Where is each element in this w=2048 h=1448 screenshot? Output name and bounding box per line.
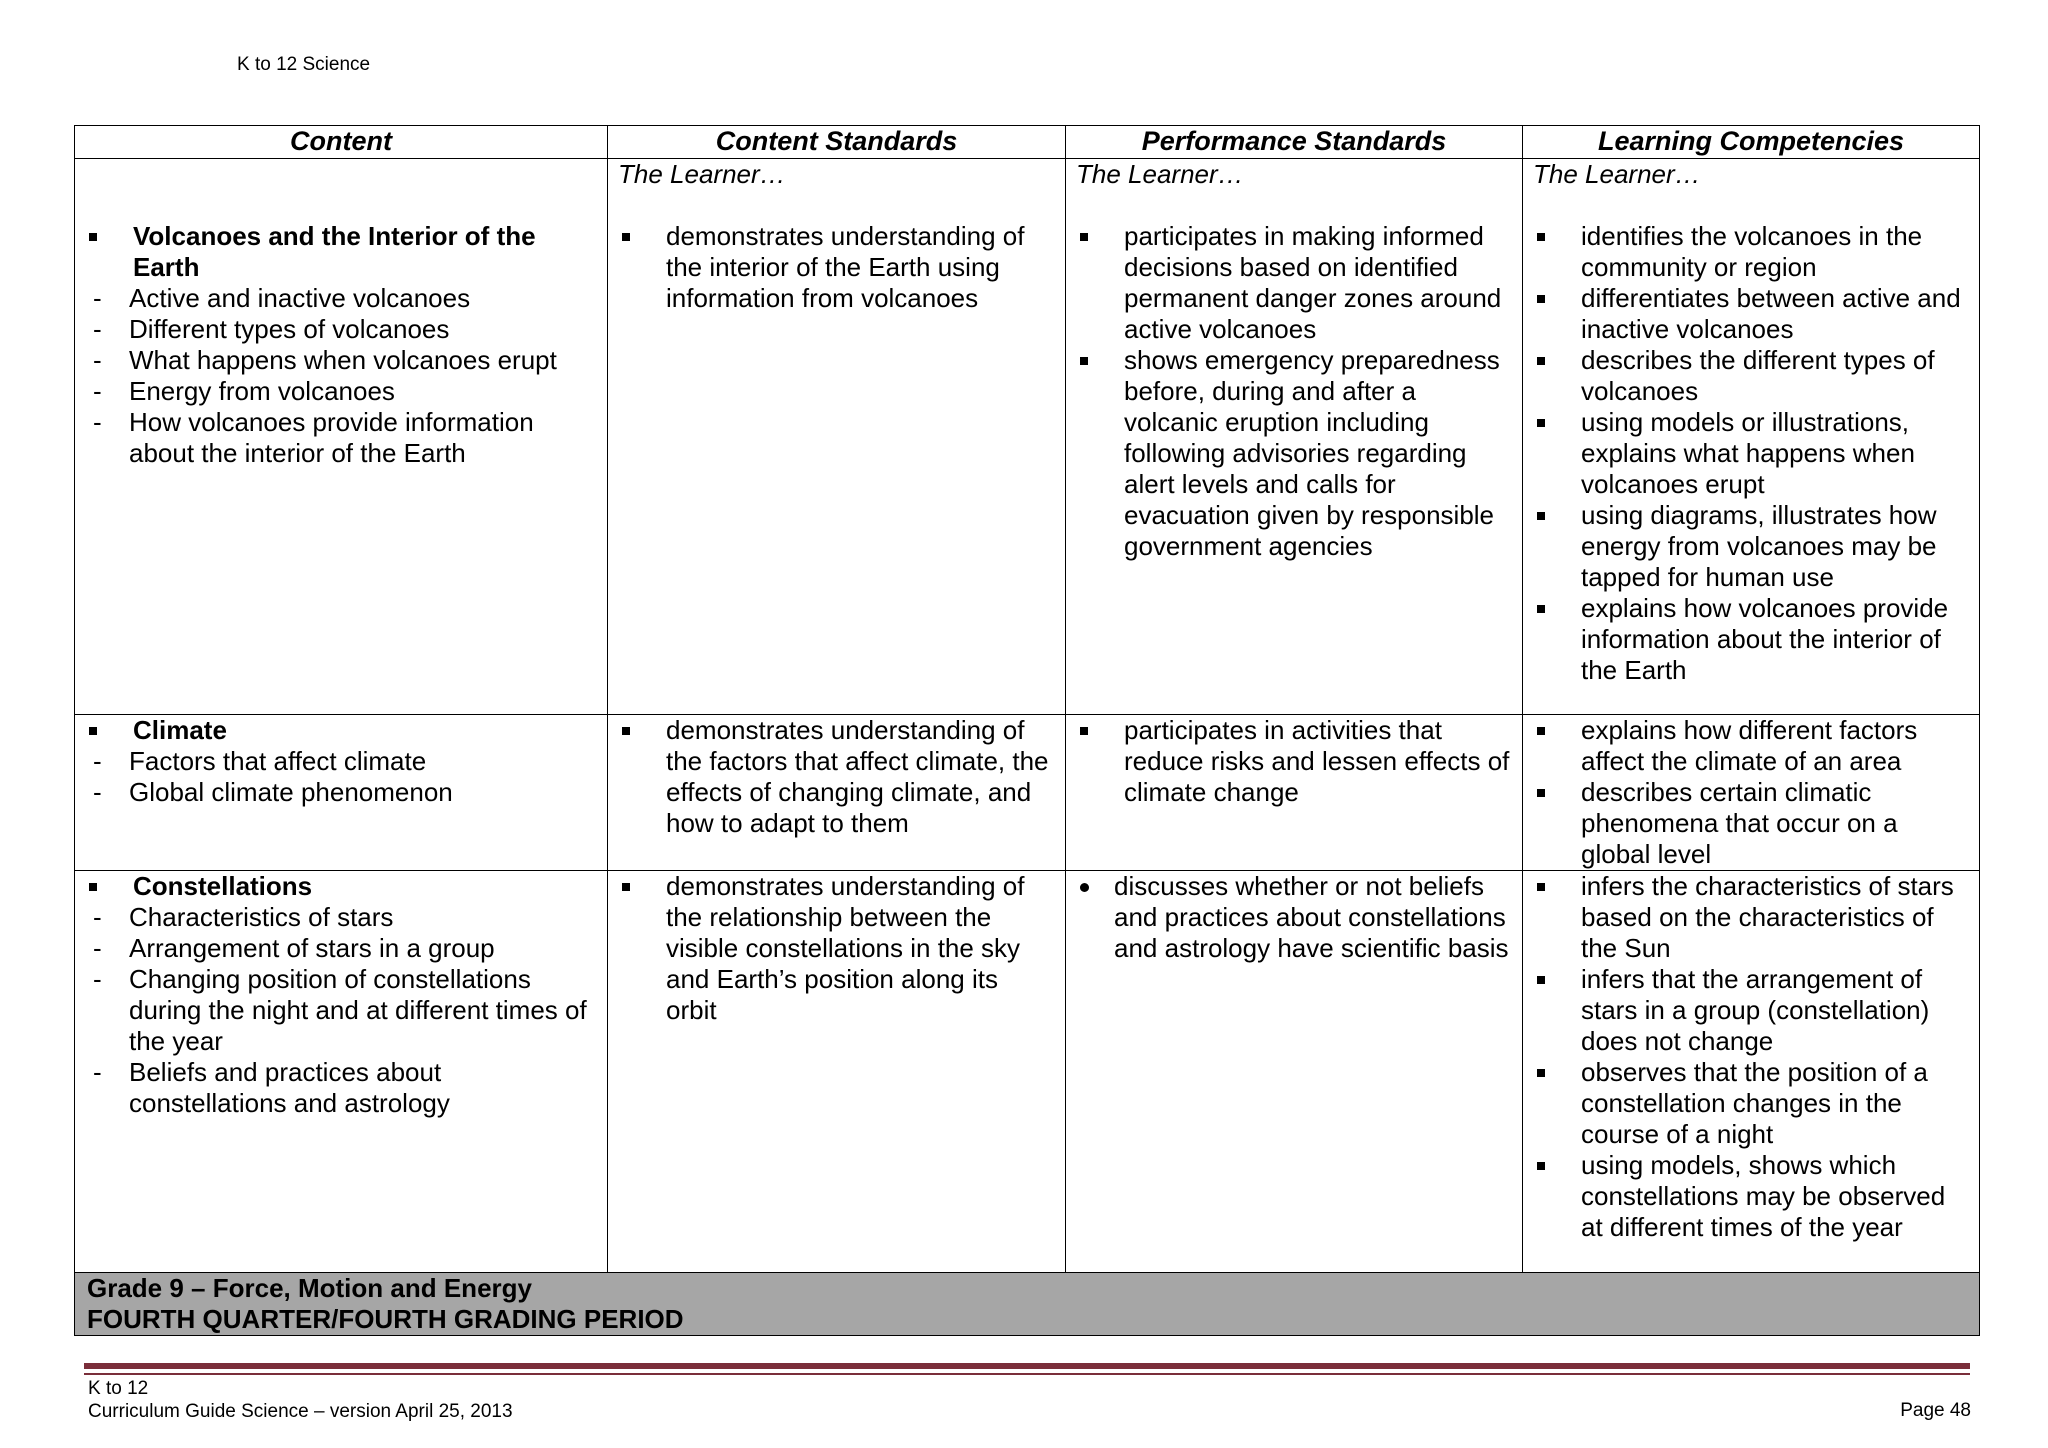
bullet-list: [618, 871, 1055, 1026]
subtopic-item: - Global climate phenomenon: [85, 777, 597, 808]
learner-label: The Learner…: [1533, 159, 1701, 189]
bullet-item: using models, shows which constellations may be observed at different times of the year: [1533, 1150, 1969, 1243]
bullet-item: using models or illustrations, explains what happens when volcanoes erupt: [1533, 407, 1969, 500]
column-header-content: Content: [75, 126, 608, 159]
learner-label: The Learner…: [618, 159, 786, 189]
bullet-list: [1533, 715, 1969, 870]
bullet-item: describes the different types of volcanoes: [1533, 345, 1969, 407]
bullet-item: infers that the arrangement of stars in a group (constellation) does not change: [1533, 964, 1969, 1057]
bullet-item: demonstrates understanding of the relationship between the visible constellations in the sky and Earth’s position along its orbit: [618, 871, 1055, 1026]
subtopic-item: - What happens when volcanoes erupt: [85, 345, 597, 376]
subtopic-item: - Arrangement of stars in a group: [85, 933, 597, 964]
topic-item: [85, 871, 597, 902]
curriculum-table: [74, 125, 1980, 1336]
bullet-item: identifies the volcanoes in the community or region: [1533, 221, 1969, 283]
bullet-list: [1533, 221, 1969, 686]
footer-rule-thin: [84, 1373, 1970, 1375]
bullet-list: [1076, 871, 1512, 964]
content-standards-cell: [608, 159, 1066, 715]
column-header-learning-competencies: Learning Competencies: [1523, 126, 1980, 159]
topic-title: Climate: [133, 715, 227, 745]
performance-standards-cell: [1066, 871, 1523, 1273]
bullet-item: explains how volcanoes provide information about the interior of the Earth: [1533, 593, 1969, 686]
grade-banner-title: Grade 9 – Force, Motion and Energy: [87, 1273, 532, 1303]
topic-item: [85, 715, 597, 746]
subtopic-list: [85, 283, 597, 469]
bullet-item: participates in activities that reduce risks and lessen effects of climate change: [1076, 715, 1512, 808]
topic-list: [85, 715, 597, 746]
page-header: K to 12 Science: [237, 54, 371, 75]
learner-spacer: [85, 159, 597, 221]
topic-title: Constellations: [133, 871, 313, 901]
learner-label: The Learner…: [1076, 159, 1244, 189]
subtopic-item: - Active and inactive volcanoes: [85, 283, 597, 314]
learning-competencies-cell: [1523, 159, 1980, 715]
subtopic-item: - Characteristics of stars: [85, 902, 597, 933]
content-standards-cell: [608, 871, 1066, 1273]
bullet-list: [1533, 871, 1969, 1243]
subtopic-item: - Factors that affect climate: [85, 746, 597, 777]
page-number: Page 48: [1900, 1400, 1971, 1421]
grade-banner-period: FOURTH QUARTER/FOURTH GRADING PERIOD: [87, 1304, 684, 1334]
column-header-performance-standards: Performance Standards: [1066, 126, 1523, 159]
subtopic-item: - Beliefs and practices about constellations and astrology: [85, 1057, 597, 1119]
topic-list: [85, 221, 597, 283]
bullet-item: discusses whether or not beliefs and practices about constellations and astrology have scientific basis: [1076, 871, 1512, 964]
performance-standards-cell: [1066, 159, 1523, 715]
bullet-item: explains how different factors affect the climate of an area: [1533, 715, 1969, 777]
subtopic-item: - How volcanoes provide information about the interior of the Earth: [85, 407, 597, 469]
grade-banner-row: [75, 1273, 1980, 1336]
bullet-item: describes certain climatic phenomena that occur on a global level: [1533, 777, 1969, 870]
bullet-list: [618, 715, 1055, 839]
subtopic-list: [85, 746, 597, 808]
subtopic-item: - Different types of volcanoes: [85, 314, 597, 345]
content-cell: [75, 159, 608, 715]
bullet-item: demonstrates understanding of the interior of the Earth using information from volcanoes: [618, 221, 1055, 314]
footer-info: [88, 1377, 513, 1423]
topic-item: [85, 221, 597, 283]
bullet-list: [618, 221, 1055, 314]
column-header-content-standards: Content Standards: [608, 126, 1066, 159]
footer-line-1: K to 12: [88, 1378, 149, 1399]
subtopic-list: [85, 902, 597, 1119]
grade-banner: [75, 1273, 1980, 1336]
subtopic-item: - Energy from volcanoes: [85, 376, 597, 407]
topic-title: Volcanoes and the Interior of the Earth: [133, 221, 536, 282]
table-header-row: [75, 126, 1980, 159]
footer-line-2: Curriculum Guide Science – version April 25, 2013: [88, 1401, 513, 1422]
content-cell: [75, 715, 608, 871]
bullet-item: differentiates between active and inactive volcanoes: [1533, 283, 1969, 345]
content-standards-cell: [608, 715, 1066, 871]
table-row: [75, 159, 1980, 715]
learning-competencies-cell: [1523, 871, 1980, 1273]
learning-competencies-cell: [1523, 715, 1980, 871]
subtopic-item: - Changing position of constellations during the night and at different times of the year: [85, 964, 597, 1057]
performance-standards-cell: [1066, 715, 1523, 871]
table-row: [75, 871, 1980, 1273]
bullet-item: demonstrates understanding of the factors that affect climate, the effects of changing climate, and how to adapt to them: [618, 715, 1055, 839]
bullet-list: [1076, 715, 1512, 808]
table-row: [75, 715, 1980, 871]
bullet-item: observes that the position of a constellation changes in the course of a night: [1533, 1057, 1969, 1150]
content-cell: [75, 871, 608, 1273]
footer-rule-thick: [84, 1363, 1970, 1369]
topic-list: [85, 871, 597, 902]
bullet-item: shows emergency preparedness before, during and after a volcanic eruption including following advisories regarding alert levels and calls for evacuation given by responsible government agencies: [1076, 345, 1512, 562]
bullet-item: using diagrams, illustrates how energy from volcanoes may be tapped for human use: [1533, 500, 1969, 593]
bullet-list: [1076, 221, 1512, 562]
bullet-item: infers the characteristics of stars based on the characteristics of the Sun: [1533, 871, 1969, 964]
bullet-item: participates in making informed decisions based on identified permanent danger zones around active volcanoes: [1076, 221, 1512, 345]
